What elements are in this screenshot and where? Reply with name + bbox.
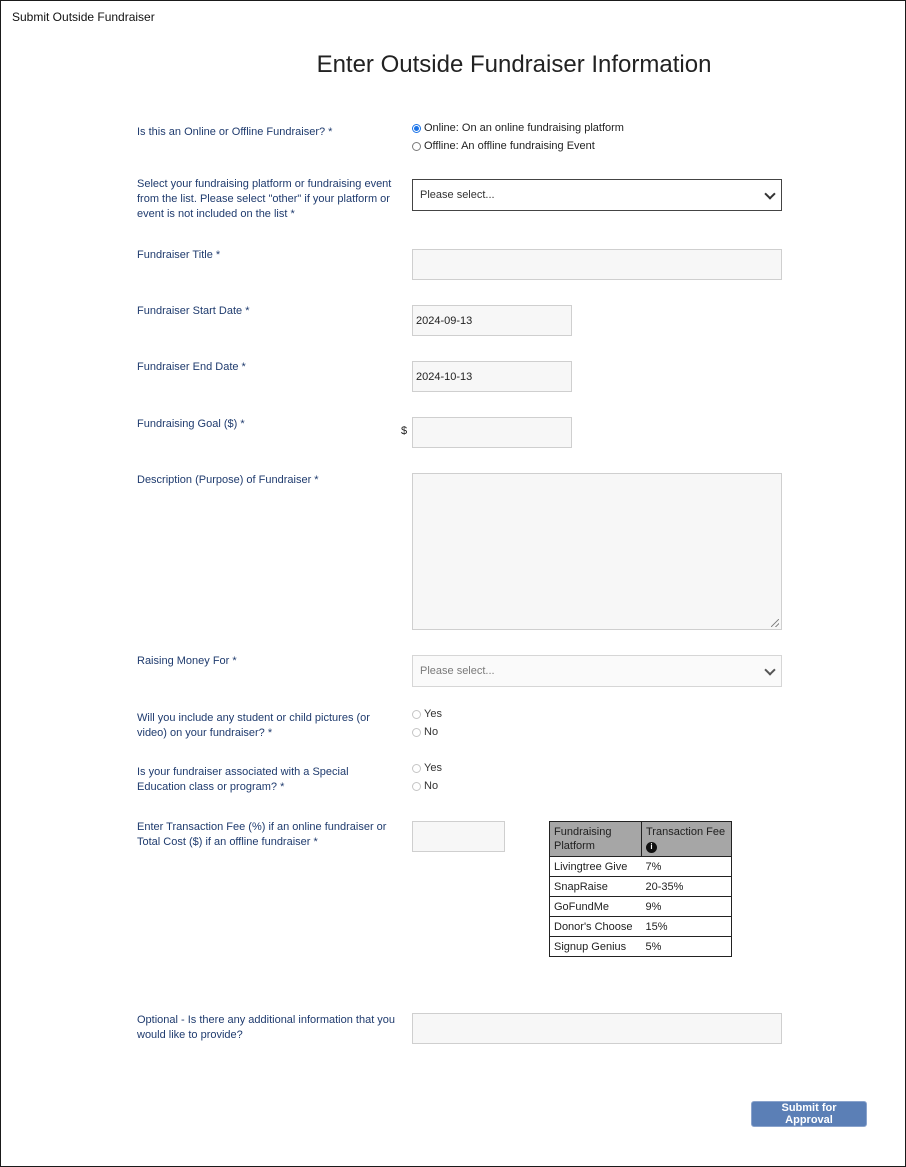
fundraiser-type-label: Is this an Online or Offline Fundraiser? * [137, 126, 333, 138]
fee-table-platform-cell: Signup Genius [550, 937, 642, 957]
window-title: Submit Outside Fundraiser [12, 10, 155, 24]
info-icon[interactable]: i [646, 842, 657, 853]
fee-table-fee-cell: 5% [642, 937, 732, 957]
submit-for-approval-button[interactable]: Submit for Approval [751, 1101, 867, 1127]
raising-for-select[interactable] [412, 655, 782, 687]
fee-table-platform-cell: Livingtree Give [550, 857, 642, 877]
table-row [550, 897, 732, 917]
platform-label: Select your fundraising platform or fundraising event from the list. Please select "other" if your platform or event is not included on the list * [137, 178, 392, 220]
special-ed-yes-radio[interactable] [412, 764, 421, 773]
fee-table-platform-cell: Donor's Choose [550, 917, 642, 937]
raising-for-label: Raising Money For * [137, 655, 237, 667]
student-pictures-yes-radio[interactable] [412, 710, 421, 719]
radio-online-option[interactable] [412, 121, 624, 135]
additional-info-label: Optional - Is there any additional information that you would like to provide? [137, 1014, 396, 1041]
radio-offline[interactable] [412, 142, 421, 151]
student-pictures-no-option[interactable] [412, 725, 438, 739]
resize-grip-icon[interactable] [771, 619, 779, 627]
end-date-label: Fundraiser End Date * [137, 361, 246, 373]
student-pictures-no-label: No [424, 726, 439, 738]
fee-table [549, 821, 732, 957]
end-date-input[interactable]: 2024-10-13 [412, 361, 572, 392]
fee-table-fee-cell: 15% [642, 917, 732, 937]
fee-table-fee-cell: 9% [642, 897, 732, 917]
radio-offline-option[interactable] [412, 139, 595, 153]
description-textarea[interactable] [412, 473, 782, 630]
table-row [550, 877, 732, 897]
platform-select[interactable] [412, 179, 782, 211]
additional-info-input[interactable] [412, 1013, 782, 1044]
description-label: Description (Purpose) of Fundraiser * [137, 474, 319, 486]
chevron-down-icon [764, 664, 775, 675]
goal-label: Fundraising Goal ($) * [137, 418, 245, 430]
student-pictures-yes-option[interactable] [412, 707, 442, 721]
student-pictures-yes-label: Yes [424, 708, 442, 720]
raising-for-select-value: Please select... [420, 665, 495, 677]
special-ed-no-label: No [424, 780, 439, 792]
student-pictures-no-radio[interactable] [412, 728, 421, 737]
fee-table-header-platform: Fundraising Platform [550, 822, 642, 857]
fee-table-header-fee-label: Transaction Fee [646, 826, 726, 838]
title-input[interactable] [412, 249, 782, 280]
table-row [550, 857, 732, 877]
platform-select-value: Please select... [420, 189, 495, 201]
chevron-down-icon [764, 188, 775, 199]
fee-table-header-fee [642, 822, 732, 857]
radio-online[interactable] [412, 124, 421, 133]
fee-table-platform-cell: SnapRaise [550, 877, 642, 897]
special-ed-no-radio[interactable] [412, 782, 421, 791]
fee-table-fee-cell: 7% [642, 857, 732, 877]
fee-table-platform-cell: GoFundMe [550, 897, 642, 917]
dollar-prefix: $ [401, 425, 408, 437]
table-row [550, 937, 732, 957]
special-ed-yes-option[interactable] [412, 761, 442, 775]
page-title: Enter Outside Fundraiser Information [316, 51, 712, 78]
radio-offline-label: Offline: An offline fundraising Event [424, 140, 595, 152]
goal-input[interactable] [412, 417, 572, 448]
special-ed-label: Is your fundraiser associated with a Special Education class or program? * [137, 766, 349, 793]
transaction-fee-label: Enter Transaction Fee (%) if an online fundraiser or Total Cost ($) if an offline fundraiser * [137, 821, 387, 848]
table-row [550, 917, 732, 937]
radio-online-label: Online: On an online fundraising platform [424, 122, 624, 134]
special-ed-yes-label: Yes [424, 762, 442, 774]
fee-table-fee-cell: 20-35% [642, 877, 732, 897]
transaction-fee-input[interactable] [412, 821, 505, 852]
start-date-input[interactable]: 2024-09-13 [412, 305, 572, 336]
fee-table-header-row [550, 822, 732, 857]
start-date-label: Fundraiser Start Date * [137, 305, 250, 317]
student-pictures-label: Will you include any student or child pictures (or video) on your fundraiser? * [137, 712, 370, 739]
special-ed-no-option[interactable] [412, 779, 438, 793]
title-label: Fundraiser Title * [137, 249, 221, 261]
